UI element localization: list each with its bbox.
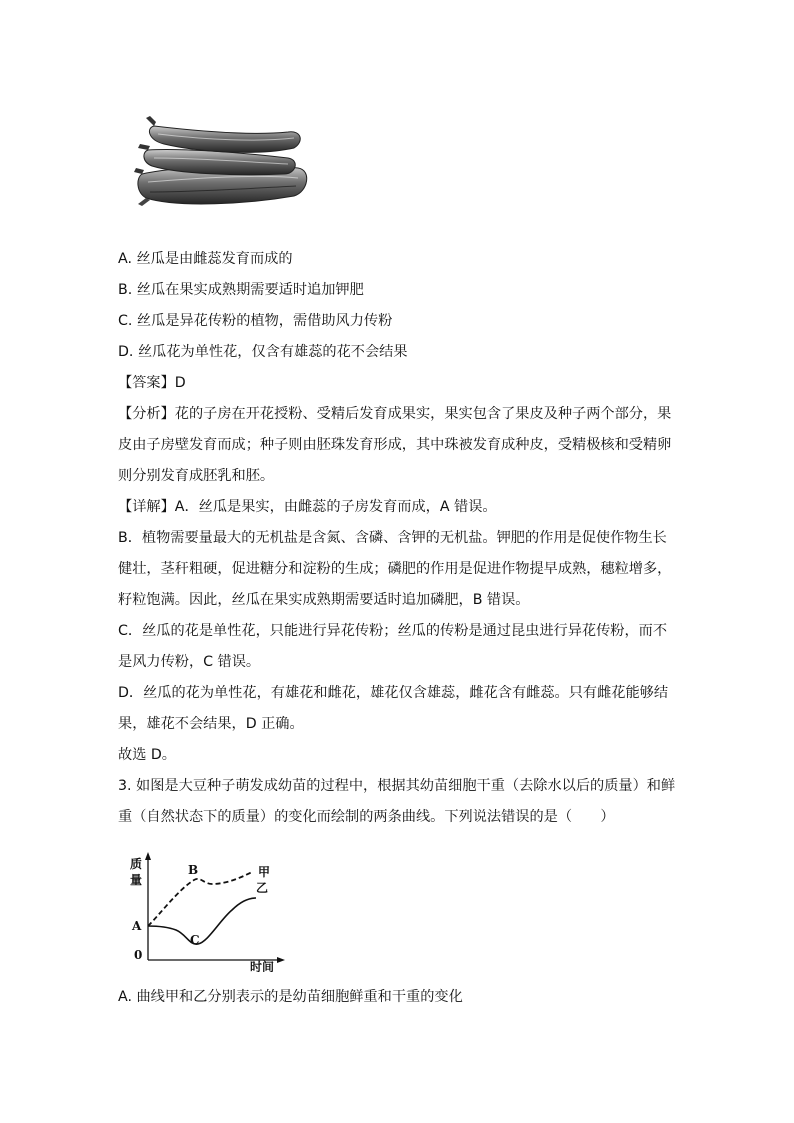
- point-c-label: C: [190, 933, 200, 947]
- origin-label: 0: [134, 948, 143, 962]
- x-label: 时间: [250, 960, 275, 972]
- q2-conclusion: 故选 D。: [118, 747, 176, 763]
- point-b-label: B: [188, 863, 199, 877]
- y-axis-arrow: [145, 852, 151, 860]
- q2-analysis-line: 则分别发育成胚乳和胚。: [118, 468, 275, 484]
- q2-detail-line: 健壮，茎秆粗硬，促进糖分和淀粉的生成；磷肥的作用是促进作物提早成熟，穗粒增多，: [118, 561, 672, 577]
- curve-jia: [148, 872, 252, 926]
- q2-detail-line: 果，雄花不会结果，D 正确。: [118, 716, 304, 732]
- q2-detail-line: D．丝瓜的花为单性花，有雄花和雌花，雄花仅含雄蕊，雌花含有雌蕊。只有雌花能够结: [118, 685, 669, 701]
- q2-detail-line: C．丝瓜的花是单性花，只能进行异花传粉；丝瓜的传粉是通过昆虫进行异花传粉，而不: [118, 623, 668, 639]
- x-axis-arrow: [277, 957, 285, 963]
- curve-yi: [148, 898, 256, 944]
- q2-detail-line: 籽粒饱满。因此，丝瓜在果实成熟期需要适时追加磷肥，B 错误。: [118, 592, 530, 608]
- q2-analysis-line: 皮由子房壁发育而成；种子则由胚珠发育形成，其中珠被发育成种皮，受精极核和受精卵: [118, 437, 672, 453]
- q2-option-b: B. 丝瓜在果实成熟期需要适时追加钾肥: [118, 282, 364, 298]
- point-a-label: A: [132, 919, 142, 933]
- luffa-gourd-photo: [128, 112, 318, 212]
- q3-stem-line: 3. 如图是大豆种子萌发成幼苗的过程中，根据其幼苗细胞干重（去除水以后的质量）和鲜: [118, 778, 676, 794]
- q2-option-c: C. 丝瓜是异花传粉的植物，需借助风力传粉: [118, 313, 393, 329]
- y-label-1: 质: [130, 857, 143, 871]
- q2-detail-line: 是风力传粉，C 错误。: [118, 654, 261, 670]
- q2-detail-line: B．植物需要量最大的无机盐是含氮、含磷、含钾的无机盐。钾肥的作用是促使作物生长: [118, 530, 667, 546]
- q2-analysis-line: 【分析】花的子房在开花授粉、受精后发育成果实，果实包含了果皮及种子两个部分，果: [118, 406, 672, 422]
- q3-stem-line: 重（自然状态下的质量）的变化而绘制的两条曲线。下列说法错误的是（ ）: [118, 809, 615, 825]
- q3-mass-time-graph: [128, 850, 288, 972]
- y-label-2: 量: [130, 873, 143, 887]
- q2-option-a: A. 丝瓜是由雌蕊发育而成的: [118, 251, 293, 267]
- q2-option-d: D. 丝瓜花为单性花，仅含有雄蕊的花不会结果: [118, 344, 408, 360]
- q2-answer: 【答案】D: [118, 375, 186, 391]
- q3-option-a: A. 曲线甲和乙分别表示的是幼苗细胞鲜重和干重的变化: [118, 989, 463, 1005]
- curve-yi-label: 乙: [256, 881, 269, 895]
- curve-jia-label: 甲: [258, 865, 271, 879]
- q2-detail-line: 【详解】A．丝瓜是果实，由雌蕊的子房发育而成，A 错误。: [118, 499, 497, 515]
